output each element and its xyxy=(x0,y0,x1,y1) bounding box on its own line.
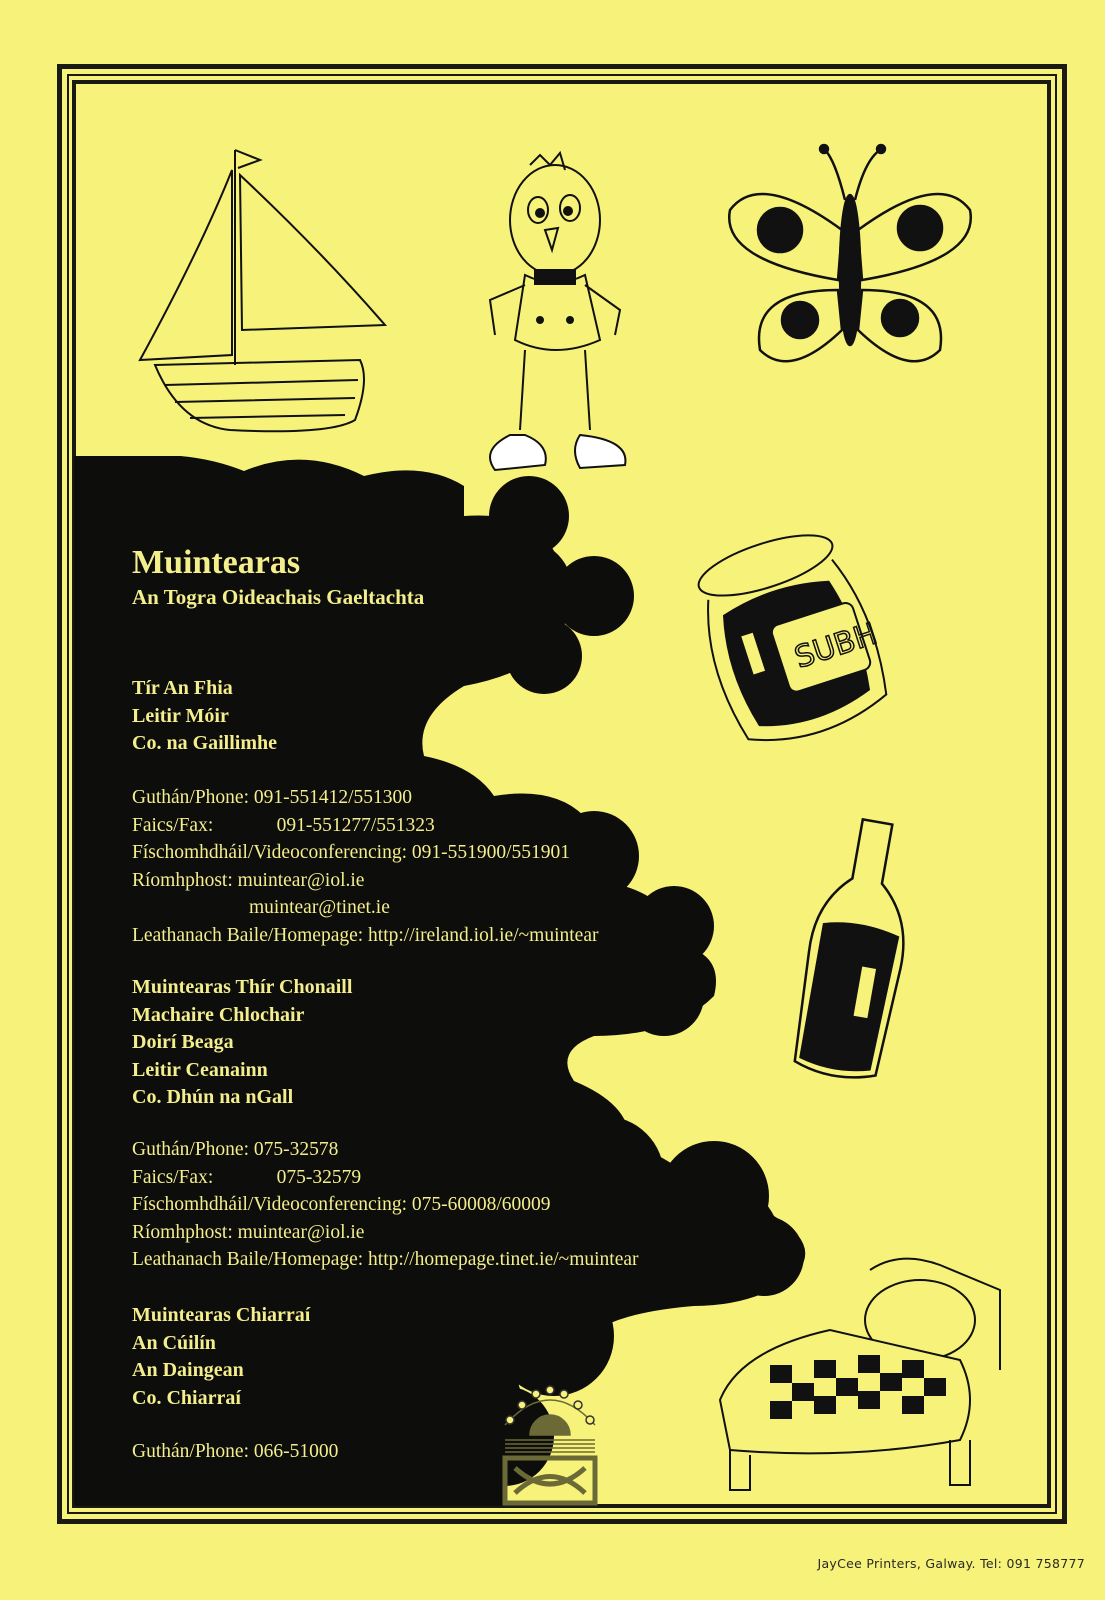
header-block xyxy=(132,543,424,611)
address-line: Co. na Gaillimhe xyxy=(132,732,278,754)
videoconf-line: Físchomhdháil/Videoconferencing: 091-551900/551901 xyxy=(132,842,571,863)
org-subtitle: An Togra Oideachais Gaeltachta xyxy=(132,585,425,609)
address-line: Leitir Móir xyxy=(132,704,229,727)
phone-line: Guthán/Phone: 091-551412/551300 xyxy=(132,787,413,808)
sailboat-icon xyxy=(130,130,400,450)
address-line: Muintearas Thír Chonaill xyxy=(132,976,353,998)
muintearas-logo-icon xyxy=(500,1380,600,1510)
org-title: Muintearas xyxy=(132,544,301,581)
address-line: Leitir Ceanainn xyxy=(132,1058,268,1081)
email-line[interactable]: Ríomhphost: muintear@iol.ie xyxy=(132,869,365,891)
chick-character-icon xyxy=(470,150,650,500)
address-line: Co. Chiarraí xyxy=(132,1386,241,1409)
printer-credit: JayCee Printers, Galway. Tel: 091 758777 xyxy=(817,1556,1085,1571)
office-donegal-address xyxy=(132,974,352,1112)
bottle-icon xyxy=(785,810,925,1090)
homepage-line[interactable]: Leathanach Baile/Homepage: http://ireland.iol.ie/~muintear xyxy=(132,924,599,946)
phone-line: Guthán/Phone: 066-51000 xyxy=(132,1441,339,1462)
bed-icon xyxy=(700,1250,1040,1510)
address-line: Tír An Fhia xyxy=(132,677,233,699)
phone-line: Guthán/Phone: 075-32578 xyxy=(132,1139,339,1160)
butterfly-icon xyxy=(720,140,980,400)
office-galway-contacts xyxy=(132,784,598,949)
email-line-2[interactable]: muintear@tinet.ie xyxy=(132,897,390,918)
homepage-line[interactable]: Leathanach Baile/Homepage: http://homepage.tinet.ie/~muintear xyxy=(132,1249,639,1270)
email-line[interactable]: Ríomhphost: muintear@iol.ie xyxy=(132,1221,365,1243)
address-line: Machaire Chlochair xyxy=(132,1003,305,1026)
address-line: An Daingean xyxy=(132,1359,244,1381)
address-line: Co. Dhún na nGall xyxy=(132,1086,294,1108)
videoconf-line: Físchomhdháil/Videoconferencing: 075-60008/60009 xyxy=(132,1194,551,1215)
office-kerry-contacts xyxy=(132,1438,338,1466)
jam-jar-icon xyxy=(680,520,910,760)
office-galway-address xyxy=(132,675,277,758)
office-kerry-address xyxy=(132,1302,310,1412)
address-line: An Cúilín xyxy=(132,1331,216,1354)
jar-label: SUBH xyxy=(790,616,882,676)
address-line: Doirí Beaga xyxy=(132,1031,234,1053)
office-donegal-contacts xyxy=(132,1136,639,1274)
fax-line: Faics/Fax: 091-551277/551323 xyxy=(132,814,435,836)
fax-line: Faics/Fax: 075-32579 xyxy=(132,1166,362,1188)
address-line: Muintearas Chiarraí xyxy=(132,1304,311,1326)
